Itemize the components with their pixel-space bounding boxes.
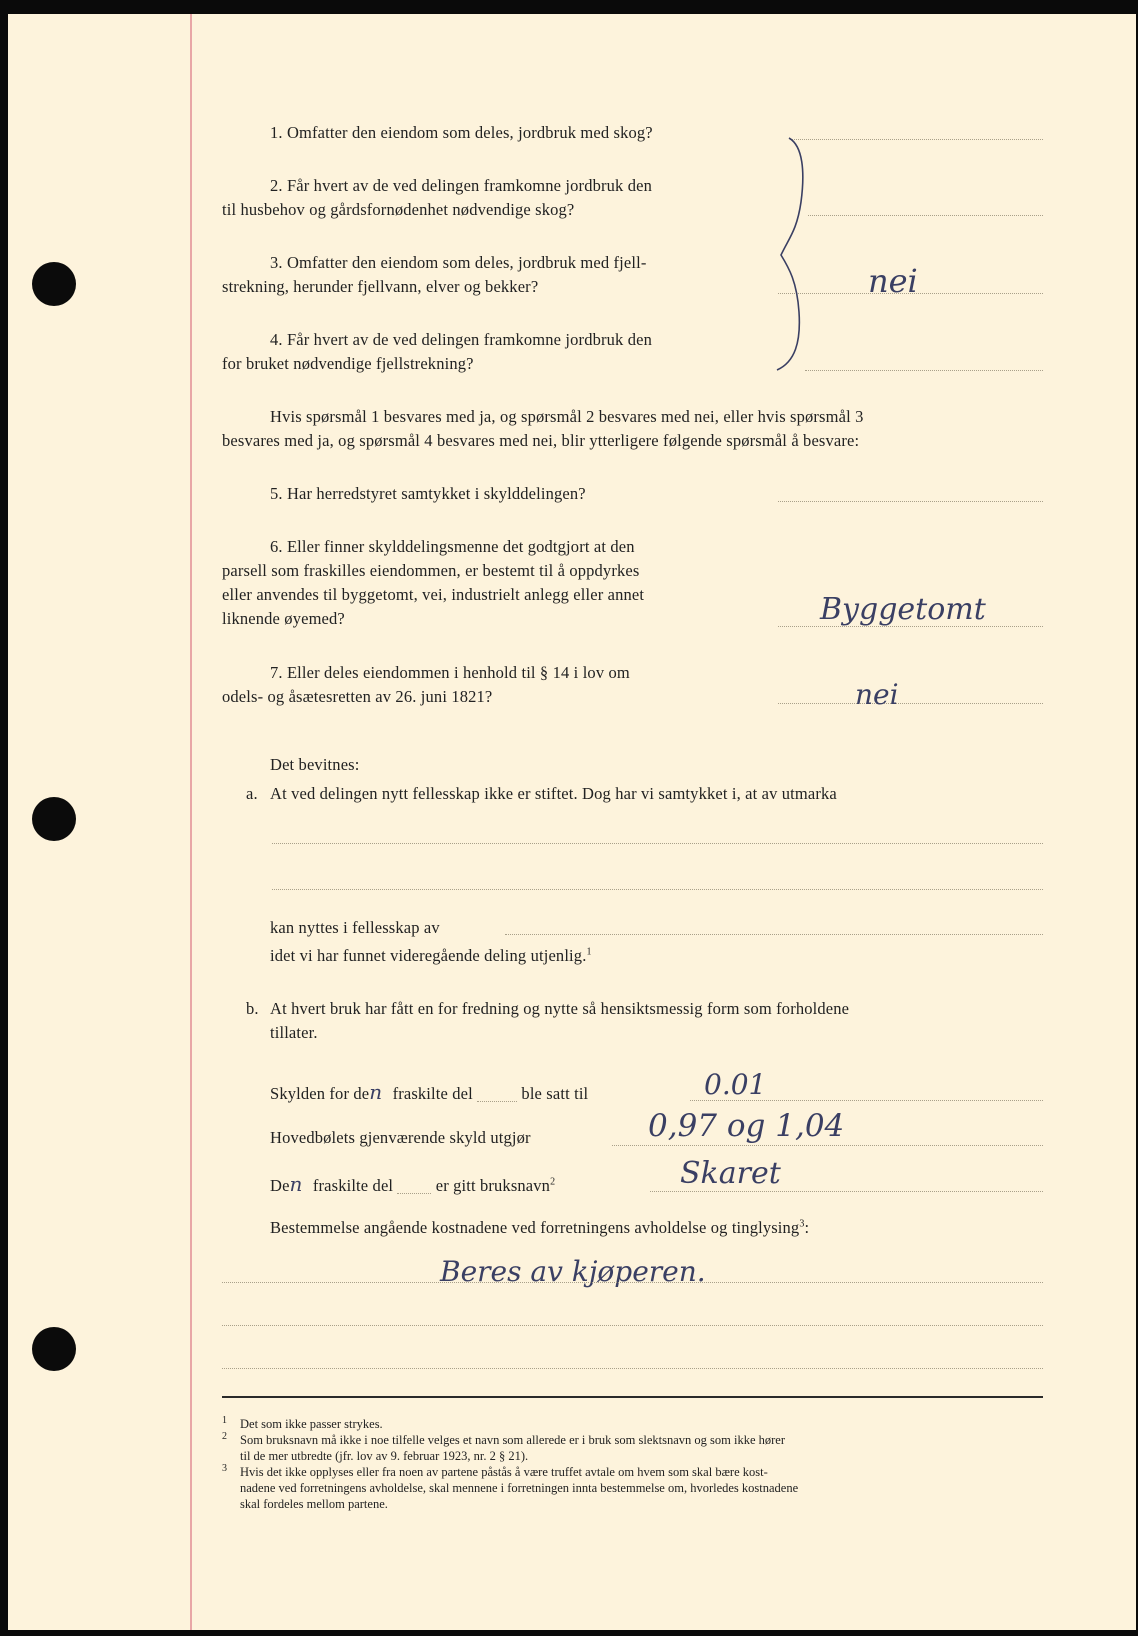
footnote-3-line1: Hvis det ikke opplyses eller fra noen av partene påstås å være truffet avtale om hvem som skal bære kost- (240, 1465, 768, 1479)
brace-mark (775, 132, 825, 377)
footnote-3-line2: nadene ved forretningens avholdelse, skal mennene i forretningen innta bestemmelse om, hvorledes kostnadene (240, 1481, 799, 1495)
answer-line-7 (778, 703, 1043, 704)
answer-nei-1-4: nei (868, 262, 918, 300)
bruks-footnote-mark: 2 (550, 1176, 556, 1188)
bestemmelse-line3 (222, 1368, 1043, 1369)
question-7-line1: 7. Eller deles eiendommen i henhold til § 14 i lov om (270, 663, 630, 682)
question-6-line4: liknende øyemed? (222, 609, 345, 628)
answer-line-4 (805, 370, 1043, 371)
idet-text: idet vi har funnet videregående deling utjenlig. (270, 946, 587, 965)
skyld-den-suffix: n (369, 1080, 383, 1104)
idet-footnote-mark: 1 (586, 946, 592, 958)
answer-byggetomt: Byggetomt (820, 592, 986, 627)
footnote-1-mark: 1 (222, 1415, 227, 1426)
question-4-line1: 4. Får hvert av de ved delingen framkomne jordbruk den (270, 330, 652, 349)
item-a-label: a. (246, 784, 258, 803)
item-b-line1: At hvert bruk har fått en for fredning og nytte så hensiktsmessig form som forholdene (270, 999, 850, 1018)
punch-hole-middle (32, 797, 76, 841)
question-7-line2: odels- og åsætesretten av 26. juni 1821? (222, 687, 493, 706)
idet-label (270, 944, 592, 968)
answer-line-2 (808, 215, 1043, 216)
skyld-ble-satt: ble satt til (521, 1084, 589, 1103)
hovedbol-line (612, 1145, 1043, 1146)
footnote-separator (222, 1396, 1043, 1398)
skyld-fraskilte: fraskilte del (392, 1084, 473, 1103)
skyld-del-dots (477, 1101, 517, 1102)
bestemmelse-value: Beres av kjøperen. (440, 1255, 706, 1288)
margin-line (190, 14, 192, 1630)
answer-line-5 (778, 501, 1043, 502)
hovedbol-label: Hovedbølets gjenværende skyld utgjør (270, 1128, 531, 1147)
footnote-2-line2: til de mer utbredte (jfr. lov av 9. februar 1923, nr. 2 § 21). (240, 1449, 529, 1463)
item-b-line2: tillater. (270, 1023, 318, 1042)
footnote-1: Det som ikke passer strykes. (240, 1417, 383, 1431)
hovedbol-value: 0,97 og 1,04 (648, 1108, 845, 1144)
question-6-line2: parsell som fraskilles eiendommen, er bestemt til å oppdyrkes (222, 561, 640, 580)
question-6-line1: 6. Eller finner skylddelingsmenne det godtgjort at den (270, 537, 635, 556)
question-1: 1. Omfatter den eiendom som deles, jordbruk med skog? (270, 123, 653, 142)
bestemmelse-label-line (270, 1216, 809, 1240)
bruks-den-suffix: n (289, 1172, 303, 1196)
bestemmelse-label: Bestemmelse angående kostnadene ved forretningens avholdelse og tinglysing (270, 1218, 800, 1237)
question-4-line2: for bruket nødvendige fjellstrekning? (222, 354, 474, 373)
item-b-label: b. (246, 999, 259, 1018)
skyld-value: 0.01 (704, 1068, 767, 1101)
question-6-line3: eller anvendes til byggetomt, vei, industrielt anlegg eller annet (222, 585, 645, 604)
bestemmelse-line1 (222, 1282, 1043, 1283)
bestemmelse-line2 (222, 1325, 1043, 1326)
condition-line1: Hvis spørsmål 1 besvares med ja, og spørsmål 2 besvares med nei, eller hvis spørsmål 3 (270, 407, 864, 426)
kan-nyttes-line (505, 934, 1043, 935)
bruks-prefix: De (270, 1176, 290, 1195)
bruks-del-dots (397, 1193, 431, 1194)
question-3-line1: 3. Omfatter den eiendom som deles, jordbruk med fjell- (270, 253, 647, 272)
bruksnavn-line (270, 1172, 555, 1198)
skyld-prefix: Skylden for de (270, 1084, 370, 1103)
bruksnavn-line-dots (650, 1191, 1043, 1192)
bruks-label: er gitt bruksnavn (435, 1176, 551, 1195)
bevitnes-heading: Det bevitnes: (270, 755, 360, 774)
footnote-2-mark: 2 (222, 1431, 227, 1442)
kan-nyttes-label: kan nyttes i fellesskap av (270, 918, 440, 937)
skyld-line (270, 1080, 588, 1106)
answer-nei-7: nei (855, 678, 899, 711)
footnote-3-mark: 3 (222, 1463, 227, 1474)
punch-hole-bottom (32, 1327, 76, 1371)
condition-text: besvares med ja, og spørsmål 4 besvares med nei, blir ytterligere følgende spørsmål å besvare: (222, 431, 860, 450)
item-a-text: At ved delingen nytt fellesskap ikke er stiftet. Dog har vi samtykket i, at av utmarka (270, 784, 837, 803)
question-2-line2: til husbehov og gårdsfornødenhet nødvendige skog? (222, 200, 575, 219)
footnote-2-line1: Som bruksnavn må ikke i noe tilfelle velges et navn som allerede er i bruk som slektsnavn og som ikke hører (240, 1433, 786, 1447)
punch-hole-top (32, 262, 76, 306)
bruksnavn-value: Skaret (680, 1156, 781, 1191)
bruks-fraskilte: fraskilte del (312, 1176, 394, 1195)
item-a-line1 (272, 843, 1043, 844)
footnote-3-line3: skal fordeles mellom partene. (240, 1497, 388, 1511)
condition-line2 (222, 429, 1044, 453)
question-5: 5. Har herredstyret samtykket i skylddelingen? (270, 484, 586, 503)
bestemmelse-colon: : (804, 1218, 810, 1237)
question-3-line2: strekning, herunder fjellvann, elver og bekker? (222, 277, 539, 296)
item-a-line2 (272, 889, 1043, 890)
bestemmelse-footnote-mark: 3 (799, 1218, 805, 1230)
question-2-line1: 2. Får hvert av de ved delingen framkomne jordbruk den (270, 176, 652, 195)
answer-line-1 (790, 139, 1043, 140)
